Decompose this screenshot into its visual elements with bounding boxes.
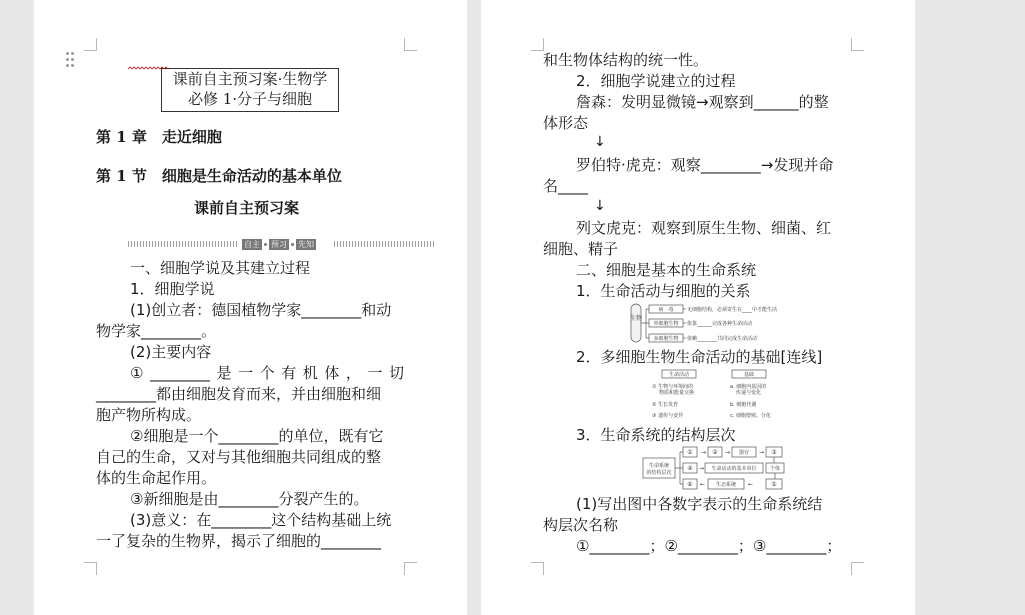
chapter-heading: 第 1 章 走近细胞 [96,128,222,146]
fig3-node: ⑥ [687,481,693,488]
title-line-2: 必修 1·分子与细胞 [187,90,313,108]
text-line: (1)创立者：德国植物学家________和动 [130,301,392,319]
text-line: 构层次名称 [543,516,619,534]
text-line: ②细胞是一个________的单位，既有它 [130,427,384,445]
text-line: 体的生命起作用。 [96,469,217,487]
margin-corner-mark [531,562,544,575]
text-line: 2．多细胞生物生命活动的基础[连线] [576,348,823,366]
svg-text:→: → [725,449,731,456]
text-line: 细胞、精子 [543,240,619,258]
margin-corner-mark [84,38,97,51]
margin-corner-mark [404,562,417,575]
figure-life-system-levels [642,446,788,492]
text-line: 物学家________。 [96,322,217,340]
fig2-head-left: 生命活动 [668,372,690,378]
svg-text:←: ← [748,481,754,488]
figure-cell-activity [630,302,800,344]
section-heading: 第 1 节 细胞是生命活动的基本单位 [96,167,342,185]
fig2-right-item: 传递与变化 [736,390,762,396]
margin-corner-mark [84,562,97,575]
section-heading: 二、细胞是基本的生命系统 [576,261,757,279]
fig2-left-item: ① 生物与环境间的 [652,384,694,390]
fig3-node: 生命活动的基本单位 [711,466,757,472]
text-line: ________都由细胞发育而来，并由细胞和细 [96,385,382,403]
text-line: 自己的生命，又对与其他细胞共同组成的整 [96,448,382,466]
text-line: (2)主要内容 [130,343,212,361]
fig3-node: 生态系统 [715,482,737,488]
fig1-row-text: 依赖________共同完成生命活动 [687,336,758,342]
fig2-head-right: 基础 [743,372,755,378]
down-arrow-icon: ↓ [594,198,606,214]
fig1-row-label: 病 毒 [658,307,674,313]
svg-text:→: → [759,449,765,456]
text-line: 胞产物所构成。 [96,406,202,424]
text-line: 3．生命系统的结构层次 [576,426,736,444]
text-line: ③新细胞是由________分裂产生的。 [130,490,369,508]
title-line-1: 课前自主预习案·生物学 [172,70,328,88]
text-line: 体形态 [543,114,589,132]
banner-chip: 自主 [244,239,260,249]
text-line: 一了复杂的生物界，揭示了细胞的________ [96,532,382,550]
text-line: 列文虎克：观察到原生生物、细菌、红 [576,219,832,237]
text-line: 和生物体结构的统一性。 [543,51,709,69]
figure-matching [650,368,785,420]
subtitle: 课前自主预习案 [194,199,300,217]
text-line: 1．细胞学说 [130,280,215,298]
fig3-node: ② [712,449,718,456]
table-move-handle-icon[interactable] [66,52,75,67]
fig3-node: ③ [771,449,777,456]
svg-text:→: → [699,465,705,472]
text-line: ①________是一个有机体，一切 [130,364,404,382]
fig3-node: 器官 [738,450,750,456]
text-line: (3)意义：在________这个结构基础上统 [130,511,392,529]
fig2-right-item: a. 细胞内基因的 [730,384,767,390]
fig3-node: ⑤ [771,481,777,488]
document-title-box [161,68,339,112]
banner-chip: 先知 [298,239,314,249]
fig3-left-box-line: 生命系统 [648,463,670,469]
fig1-row-label: 单细胞生物 [653,321,679,327]
fig1-row-text: 依靠______完成各种生命活动 [687,321,753,327]
margin-corner-mark [404,38,417,51]
section-banner [128,238,436,250]
down-arrow-icon: ↓ [594,134,606,150]
fig2-right-item: c. 细胞增殖、分化 [730,413,771,419]
svg-text:←: ← [700,481,706,488]
text-line: 2．细胞学说建立的过程 [576,72,736,90]
fig3-node: ④ [687,465,693,472]
fig1-row-label: 多细胞生物 [653,336,679,342]
text-line: 1．生命活动与细胞的关系 [576,282,751,300]
fig2-left-item: ② 生长发育 [652,402,679,408]
fig2-right-item: b. 细胞代谢 [730,402,757,408]
text-line: (1)写出图中各数字表示的生命系统结 [576,495,823,513]
text-line: 詹森：发明显微镜→观察到______的整 [576,93,829,111]
text-line: 名____ [543,177,589,195]
fig3-node: 个体 [769,466,781,472]
margin-corner-mark [851,38,864,51]
banner-chip: 预习 [271,239,287,249]
text-line: 罗伯特·虎克：观察________→发现并命 [576,156,834,174]
margin-corner-mark [851,562,864,575]
fig3-left-box-line: 的结构层次 [646,470,672,476]
fig2-left-item: 物质和能量交换 [659,390,695,396]
fig3-node: ① [687,449,693,456]
fig1-side-label: 生物 [629,315,643,322]
fig2-left-item: ③ 遗传与变异 [652,413,684,419]
svg-text:→: → [701,449,707,456]
answer-blanks-line: ①________；②________；③________； [576,537,842,555]
fig1-row-text: 无细胞结构，必须寄生在____中才能生活 [687,307,778,313]
text-line: 一、细胞学说及其建立过程 [130,259,311,277]
